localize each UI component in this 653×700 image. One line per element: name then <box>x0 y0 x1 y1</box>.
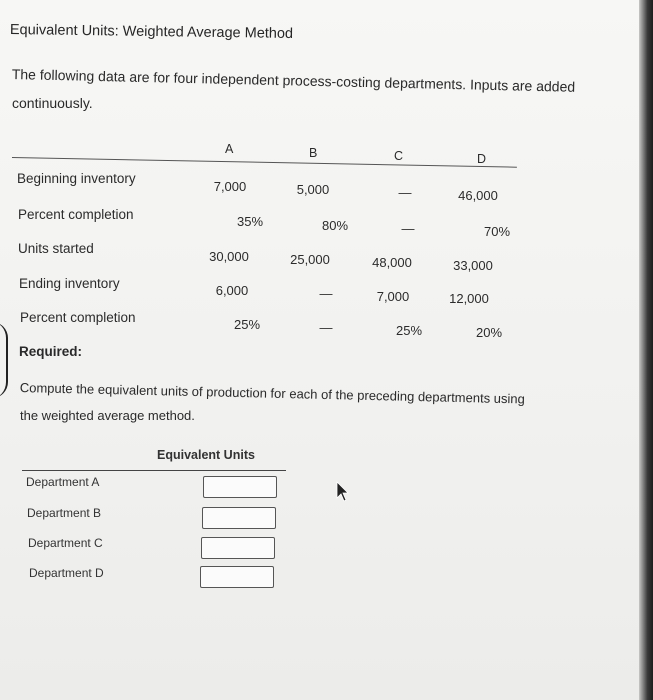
department-b-input[interactable] <box>202 507 276 529</box>
row-label-beginning-inventory: Beginning inventory <box>17 171 136 186</box>
required-heading: Required: <box>19 344 83 359</box>
column-header-a: A <box>225 142 234 156</box>
answer-label-department-c: Department C <box>28 536 103 550</box>
intro-line-1: The following data are for four independent process-costing departments. Inputs are added <box>11 66 576 95</box>
row-label-units-started: Units started <box>18 241 94 256</box>
table-cell: 5,000 <box>296 182 330 197</box>
table-cell: — <box>319 320 333 335</box>
answer-label-department-b: Department B <box>27 506 102 520</box>
table-cell: 20% <box>475 325 503 340</box>
table-cell: — <box>398 185 412 200</box>
instruction-line-1: Compute the equivalent units of production for each of the preceding departments using <box>19 380 526 407</box>
table-cell: 7,000 <box>376 289 410 304</box>
table-cell: 7,000 <box>213 179 247 194</box>
table-cell: 70% <box>483 224 511 239</box>
table-cell: 33,000 <box>453 258 493 273</box>
table-cell: 48,000 <box>372 255 412 270</box>
table-cell: — <box>401 221 415 236</box>
table-cell: 25,000 <box>290 252 330 267</box>
table-cell: 12,000 <box>449 291 489 306</box>
instruction-line-2: the weighted average method. <box>20 408 195 423</box>
department-d-input[interactable] <box>200 566 274 588</box>
column-header-d: D <box>477 152 487 166</box>
row-label-ending-inventory: Ending inventory <box>19 276 120 291</box>
table-cell: 46,000 <box>458 188 498 203</box>
equivalent-units-header: Equivalent Units <box>157 448 255 462</box>
table-header-rule <box>12 157 517 168</box>
department-c-input[interactable] <box>201 537 275 559</box>
table-cell: 25% <box>233 317 261 332</box>
answer-label-department-a: Department A <box>26 475 100 489</box>
table-cell: — <box>319 286 333 301</box>
answer-label-department-d: Department D <box>29 566 104 580</box>
table-cell: 35% <box>236 214 264 229</box>
table-cell: 25% <box>395 323 423 338</box>
answer-table-rule <box>22 470 286 471</box>
page-edge-shadow <box>639 0 653 700</box>
row-label-percent-completion-ending: Percent completion <box>20 310 136 325</box>
department-a-input[interactable] <box>203 476 277 498</box>
margin-bracket <box>0 322 8 398</box>
column-header-c: C <box>394 149 404 163</box>
table-cell: 6,000 <box>215 283 249 298</box>
column-header-b: B <box>309 146 318 160</box>
table-cell: 30,000 <box>209 249 249 264</box>
row-label-percent-completion-beginning: Percent completion <box>18 207 134 222</box>
mouse-pointer-icon <box>336 481 350 503</box>
page-title: Equivalent Units: Weighted Average Method <box>9 22 294 42</box>
table-cell: 80% <box>321 218 349 233</box>
intro-line-2: continuously. <box>12 95 93 111</box>
